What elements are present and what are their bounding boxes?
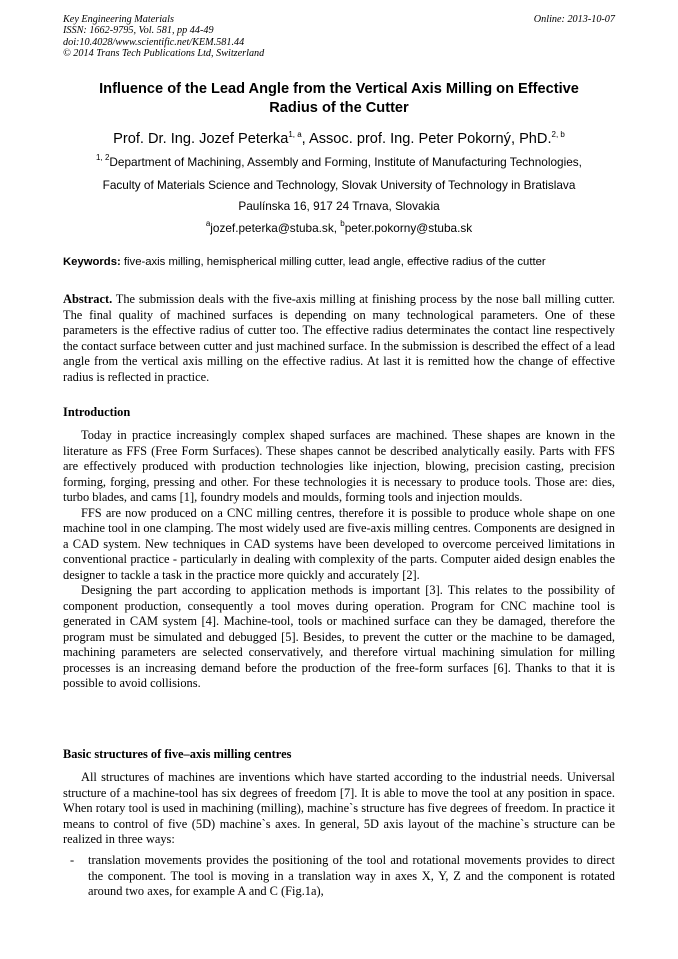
bullet-text: translation movements provides the positioning of the tool and rotational movements provides to direct the component. The tool is moving in a translation way in axes X, Y, Z and the component is rotated around two axes, for example A and C (Fig.1a), <box>88 853 615 898</box>
affiliation-line-2: Faculty of Materials Science and Technology, Slovak University of Technology in Bratislava <box>102 178 576 192</box>
email-a-sup: a <box>205 219 211 228</box>
title-line-1: Influence of the Lead Angle from the Vertical Axis Milling on Effective <box>99 81 579 97</box>
author-separator: , <box>301 131 309 147</box>
author-1: Prof. Dr. Ing. Jozef Peterka <box>113 131 289 147</box>
journal-doi: doi:10.4028/www.scientific.net/KEM.581.44 <box>63 36 245 48</box>
email-b-sup: b <box>340 219 345 228</box>
author-emails <box>63 221 615 236</box>
keywords-text: five-axis milling, hemispherical milling cutter, lead angle, effective radius of the cutter <box>120 256 546 268</box>
introduction-body <box>63 428 615 692</box>
affiliation-sup: 1, 2 <box>96 153 110 162</box>
intro-paragraph-2: FFS are now produced on a CNC milling centres, therefore it is possible to produce whole shape on one machine tool in one clamping. The most widely used are five-axis milling centres. Components are designed in a CAD system. New techniques in CAD systems have been developed to overcome perceived limitations in conventional practice - particularly in dealing with complexity of the parts. Computer aided design enables the designer to tackle a task in the practice more quickly and accurately [2]. <box>63 505 615 582</box>
affiliation-line-1 <box>63 155 615 170</box>
abstract-text: The submission deals with the five-axis milling at finishing process by the nose ball milling cutter. The final quality of machined surfaces is depending on many technological parameters. One of these parameters is the effective radius of cutter too. The effective radius determinates the contact line respectively the contact surface between cutter and just machined surface. In the submission is described the effect of a lead angle from the vertical axis milling on the effective radius. At last it is remitted how the change of effective radius is reflected in practice. <box>63 292 615 384</box>
paper-title <box>63 80 615 118</box>
keywords <box>63 255 615 270</box>
basic-structures-body <box>63 770 615 848</box>
intro-paragraph-1: Today in practice increasingly complex shaped surfaces are machined. These shapes are known in the literature as FFS (Free Form Surfaces). These shapes cannot be described analytically easily. Parts with FFS are effectively produced with production technologies like injection, blowing, precision casting, precision forming, forging, pressing and other. For these technologies it is necessary to produce tools. Those are: dies, turbo blades, and cams [1], foundry models and moulds, forming tools and injection moulds. <box>63 428 615 504</box>
list-item <box>63 853 615 900</box>
abstract <box>63 292 615 385</box>
introduction-heading: Introduction <box>63 405 131 419</box>
author-list <box>63 130 615 148</box>
journal-name: Key Engineering Materials <box>63 14 174 25</box>
intro-paragraph-3: Designing the part according to application methods is important [3]. This relates to the possibility of component production, consequently a tool moves during operation. Program for CNC machine tool is generated in CAM system [4]. Machine-tool, tools or machined surface can they be damaged, therefore the program must be simulated and debugged [5]. Besides, to prevent the cutter or the machine to be damaged, machining parameters are selected conservatively, and therefore virtual machining simulation for milling processes is an increasing demand before the production of the free-form surfaces [6]. Thanks to that it is possible to avoid collisions. <box>63 583 615 690</box>
basic-structures-heading: Basic structures of five–axis milling centres <box>63 747 292 761</box>
online-date: Online: 2013-10-07 <box>533 14 615 25</box>
abstract-paragraph <box>63 292 615 385</box>
email-a[interactable]: jozef.peterka@stuba.sk, <box>210 221 341 235</box>
keywords-label: Keywords: <box>63 256 121 268</box>
journal-issn: ISSN: 1662-9795, Vol. 581, pp 44-49 <box>63 25 214 37</box>
affiliation-line-3: Paulínska 16, 917 24 Trnava, Slovakia <box>238 199 440 213</box>
author-1-sup: 1, a <box>288 130 302 139</box>
journal-header <box>63 14 615 60</box>
email-b[interactable]: peter.pokorny@stuba.sk <box>344 221 473 235</box>
affiliation-text-1: Department of Machining, Assembly and Forming, Institute of Manufacturing Technologies, <box>109 155 582 169</box>
journal-copyright: © 2014 Trans Tech Publications Ltd, Switzerland <box>63 48 265 60</box>
basic-paragraph-1: All structures of machines are inventions which have started according to the industrial needs. Universal structure of a machine-tool has six degrees of freedom [7]. It is able to move the tool at any position in space. When rotary tool is used in machining (milling), machine`s structure has five degrees of freedom. In practice it means to control of five (5D) machine`s axes. In general, 5D axis layout of the machine`s structure can be realized in three ways: <box>63 770 615 846</box>
bullet-dash: - <box>70 853 75 867</box>
author-2-sup: 2, b <box>551 130 565 139</box>
author-2: Assoc. prof. Ing. Peter Pokorný, PhD. <box>308 131 552 147</box>
title-line-2: Radius of the Cutter <box>269 100 409 116</box>
abstract-label: Abstract. <box>63 292 113 306</box>
